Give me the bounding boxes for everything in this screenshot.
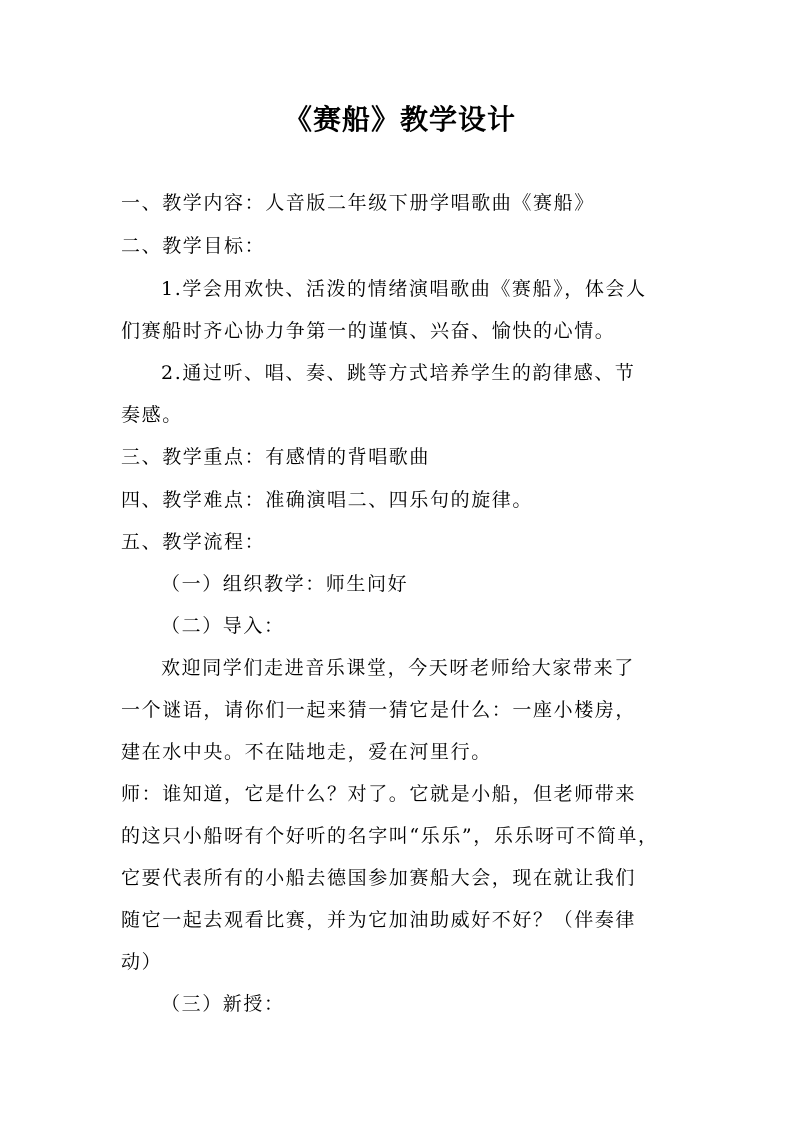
document-title: 《赛船》教学设计: [283, 103, 516, 136]
teacher-line-1: 师：谁知道，它是什么？对了。它就是小船，但老师带来: [121, 783, 637, 805]
process-step-2: （二）导入：: [161, 615, 285, 637]
intro-line-3: 建在水中央。不在陆地走，爱在河里行。: [121, 741, 492, 763]
key-point: 三、教学重点：有感情的背唱歌曲: [121, 446, 431, 468]
teacher-line-5: 动）: [121, 951, 163, 973]
goal-2-line-1: 2.通过听、唱、奏、跳等方式培养学生的韵律感、节: [161, 362, 636, 384]
goal-1-line-2: 们赛船时齐心协力争第一的谨慎、兴奋、愉快的心情。: [121, 320, 616, 342]
intro-line-2: 一个谜语，请你们一起来猜一猜它是什么：一座小楼房，: [121, 699, 637, 721]
process-heading: 五、教学流程：: [121, 531, 266, 553]
intro-line-1: 欢迎同学们走进音乐课堂，今天呀老师给大家带来了: [161, 657, 635, 679]
teaching-content: 一、教学内容：人音版二年级下册学唱歌曲《赛船》: [121, 192, 595, 214]
goal-1-line-1: 1.学会用欢快、活泼的情绪演唱歌曲《赛船》，体会人: [161, 278, 647, 300]
difficulty: 四、教学难点：准确演唱二、四乐句的旋律。: [121, 489, 534, 511]
teacher-line-4: 随它一起去观看比赛，并为它加油助威好不好？（伴奏律: [121, 909, 637, 931]
teacher-line-3: 它要代表所有的小船去德国参加赛船大会，现在就让我们: [121, 867, 637, 889]
process-step-1: （一）组织教学：师生问好: [161, 573, 409, 595]
teacher-line-2: 的这只小船呀有个好听的名字叫“乐乐”，乐乐呀可不简单，: [121, 825, 659, 847]
process-step-3: （三）新授：: [161, 993, 285, 1015]
goals-heading: 二、教学目标：: [121, 235, 266, 257]
goal-2-line-2: 奏感。: [121, 404, 183, 426]
